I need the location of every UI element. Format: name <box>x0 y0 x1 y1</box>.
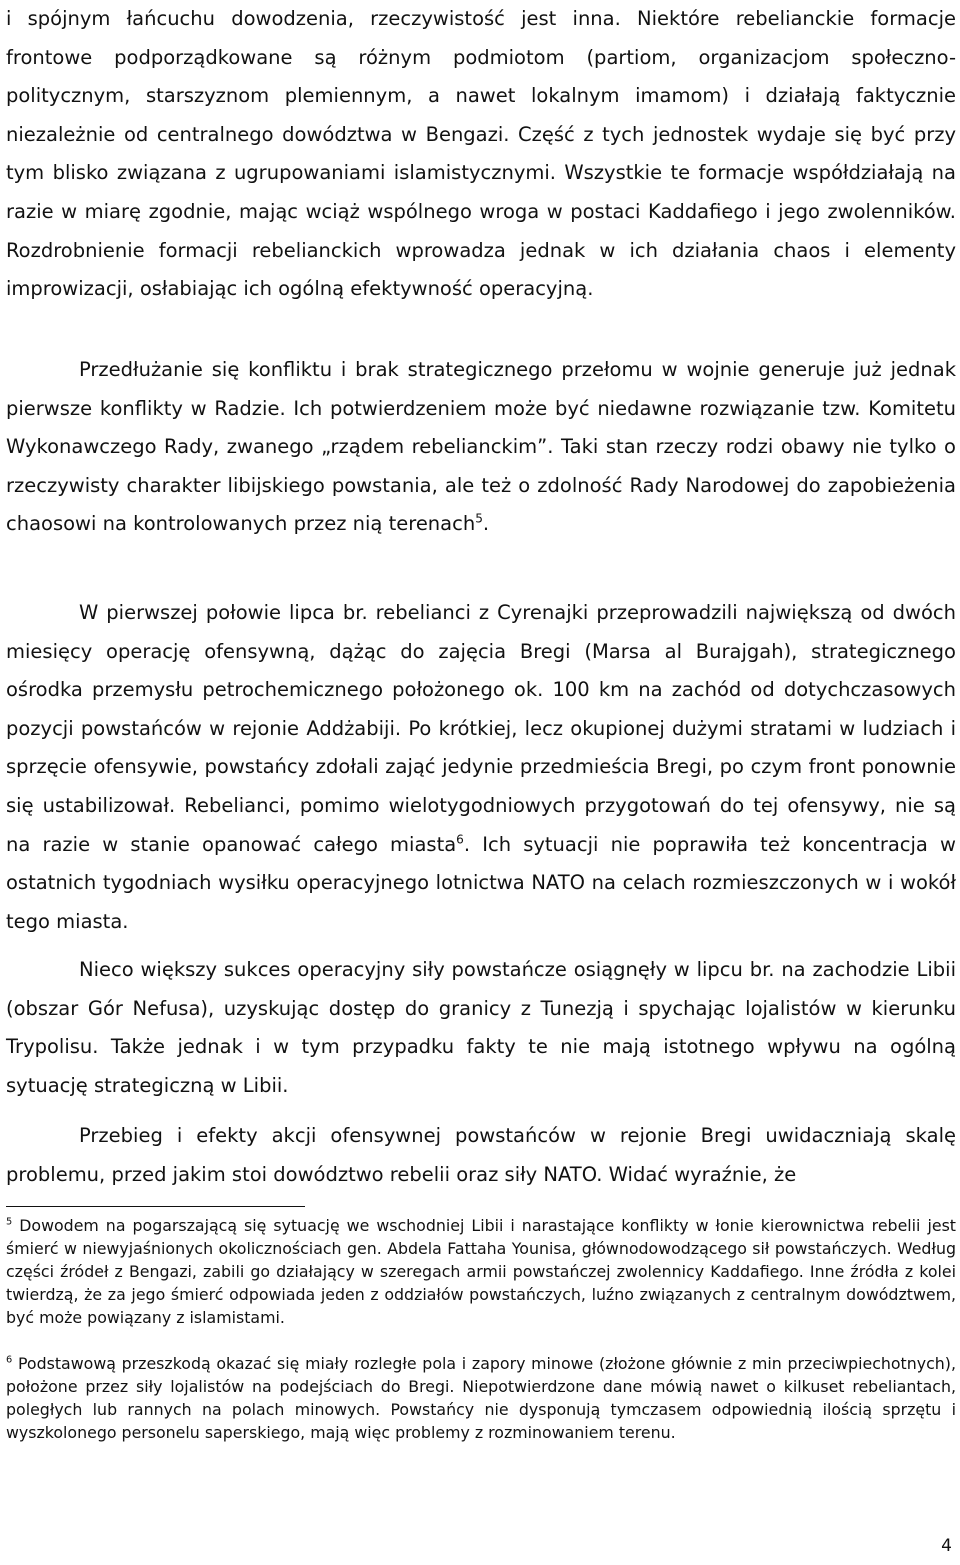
paragraph-text <box>6 594 956 941</box>
paragraph-brega-offensive <box>6 594 956 941</box>
paragraph-council-conflicts <box>6 351 956 544</box>
footnote-6 <box>6 1352 956 1444</box>
footnote-text: Dowodem na pogarszającą się sytuację we wschodniej Libii i narastające konflikty w łonie kierownictwa rebelii jest śmierć w niewyjaśnionych okolicznościach gen. Abdela Fattaha Younisa, głównodowodzącego sił powstańczych. Według części źródeł z Bengazi, zabili go działający w szeregach armii powstańczej zwolennicy Kaddafiego. Inne źródła z kolei twierdzą, że za jego śmierć odpowiada jeden z oddziałów powstańczych, luźno związanych z centralnym dowództwem, być może powiązany z islamistami. <box>6 1216 956 1327</box>
paragraph-text: i spójnym łańcuchu dowodzenia, rzeczywistość jest inna. Niektóre rebelianckie formacje frontowe podporządkowane są różnym podmiotom (partiom, organizacjom społeczno-politycznym, starszyznom plemiennym, a nawet lokalnym imamom) i działają faktycznie niezależnie od centralnego dowództwa w Bengazi. Część z tych jednostek wydaje się być przy tym blisko związana z ugrupowaniami islamistycznymi. Wszystkie te formacje współdziałają na razie w miarę zgodnie, mając wciąż wspólnego wroga w postaci Kaddafiego i jego zwolenników. Rozdrobnienie formacji rebelianckich wprowadza jednak w ich działania chaos i elementy improwizacji, osłabiając ich ogólną efektywność operacyjną. <box>6 7 956 301</box>
paragraph-body: W pierwszej połowie lipca br. rebelianci z Cyrenajki przeprowadzili największą od dwóch miesięcy operację ofensywną, dążąc do zajęcia Bregi (Marsa al Burajgah), strategicznego ośrodka przemysłu petrochemicznego położonego ok. 100 km na zachód od dotychczasowych pozycji powstańców w rejonie Addżabiji. Po krótkiej, lecz okupionej dużymi stratami w ludziach i sprzęcie ofensywie, powstańcy zdołali zająć jedynie przedmieścia Bregi, po czym front ponownie się ustabilizował. Rebelianci, pomimo wielotygodniowych przygotowań do tej ofensywy, nie są na razie w stanie opanować całego miasta <box>6 601 956 856</box>
paragraph-body: Przedłużanie się konfliktu i brak strategicznego przełomu w wojnie generuje już jednak pierwsze konflikty w Radzie. Ich potwierdzeniem może być niedawne rozwiązanie tzw. Komitetu Wykonawczego Rady, zwanego „rządem rebelianckim”. Taki stan rzeczy rodzi obawy nie tylko o rzeczywisty charakter libijskiego powstania, ale też o zdolność Rady Narodowej do zapobieżenia chaosowi na kontrolowanych przez nią terenach <box>6 358 956 536</box>
paragraph-text: Nieco większy sukces operacyjny siły powstańcze osiągnęły w lipcu br. na zachodzie Libii (obszar Gór Nefusa), uzyskując dostęp do granicy z Tunezją i spychając lojalistów w kierunku Trypolisu. Także jednak i w tym przypadku fakty te nie mają istotnego wpływu na ogólną sytuację strategiczną w Libii. <box>6 958 956 1097</box>
footnote-5 <box>6 1214 956 1329</box>
paragraph-text <box>6 351 956 544</box>
paragraph-tail: . Ich sytuacji nie poprawiła też koncentracja w ostatnich tygodniach wysiłku operacyjnego lotnictwa NATO na celach rozmieszczonych w i wokół tego miasta. <box>6 832 956 933</box>
footnote-ref-6[interactable]: 6 <box>456 832 464 847</box>
paragraph-nato-problem <box>6 1117 956 1194</box>
footnote-number: 5 <box>6 1216 13 1228</box>
paragraph-nafusa-success <box>6 951 956 1105</box>
paragraph-text: Przebieg i efekty akcji ofensywnej powstańców w rejonie Bregi uwidaczniają skalę problemu, przed jakim stoi dowództwo rebelii oraz siły NATO. Widać wyraźnie, że <box>6 1124 956 1186</box>
paragraph-rebel-formations <box>6 0 956 309</box>
paragraph-tail: . <box>482 512 490 536</box>
footnote-ref-5[interactable]: 5 <box>475 511 483 526</box>
footnote-separator <box>6 1206 305 1207</box>
footnote-text: Podstawową przeszkodą okazać się miały rozległe pola i zapory minowe (złożone głównie z min przeciwpiechotnych), położone przez siły lojalistów na podejściach do Bregi. Niepotwierdzone dane mówią nawet o kilkuset rebeliantach, poległych lub rannych na polach minowych. Powstańcy nie dysponują tymczasem odpowiednią ilością sprzętu i wyszkolonego personelu saperskiego, mają więc problemy z rozminowaniem terenu. <box>6 1354 956 1442</box>
footnote-number: 6 <box>6 1354 13 1366</box>
page-number: 4 <box>941 1536 952 1556</box>
